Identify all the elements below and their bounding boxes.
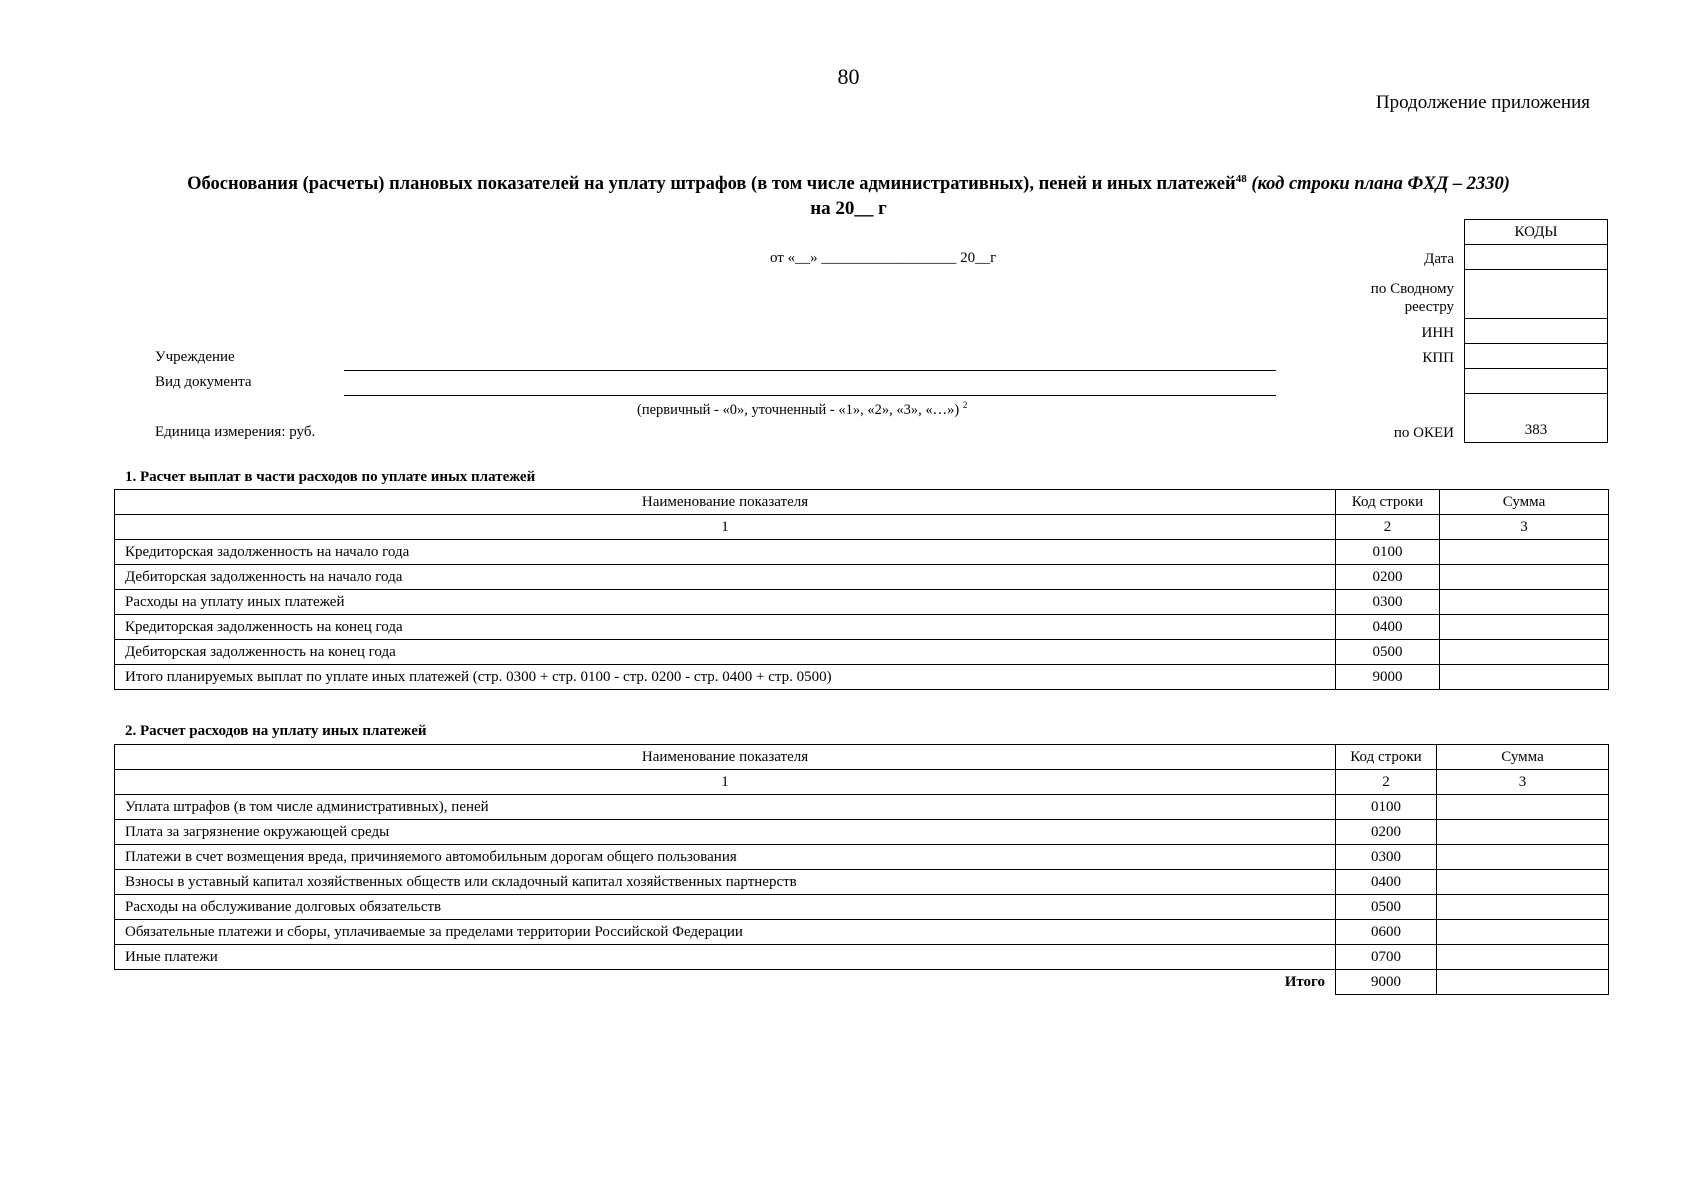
section2-table (114, 744, 1609, 995)
row-name: Плата за загрязнение окружающей среды (115, 820, 1336, 845)
row-code: 0200 (1336, 565, 1440, 590)
row-name: Иные платежи (115, 945, 1336, 970)
column-header-code: Код строки (1336, 745, 1437, 770)
row-code: 0100 (1336, 795, 1437, 820)
table-header-row (115, 490, 1609, 515)
column-number: 2 (1336, 770, 1437, 795)
table-row (115, 565, 1609, 590)
column-number-row (115, 770, 1609, 795)
table-row (115, 795, 1609, 820)
page-number: 80 (837, 64, 860, 89)
registry-code-cell[interactable] (1465, 270, 1608, 319)
table-row (115, 945, 1609, 970)
doc-type-hint-footnote: 2 (962, 400, 968, 410)
column-number: 2 (1336, 515, 1440, 540)
row-sum-cell[interactable] (1440, 540, 1609, 565)
row-code: 0300 (1336, 590, 1440, 615)
table-row (115, 640, 1609, 665)
continuation-label: Продолжение приложения (1375, 92, 1590, 113)
row-name: Дебиторская задолженность на начало года (115, 565, 1336, 590)
doc-type-label: Вид документа (155, 374, 252, 390)
codes-table (1464, 219, 1608, 443)
column-header-code: Код строки (1336, 490, 1440, 515)
row-name: Итого планируемых выплат по уплате иных платежей (стр. 0300 + стр. 0100 - стр. 0200 - стр. 0400 + стр. 0500) (115, 665, 1336, 690)
column-number: 1 (115, 770, 1336, 795)
row-sum-cell[interactable] (1437, 920, 1609, 945)
row-name: Кредиторская задолженность на начало года (115, 540, 1336, 565)
column-number: 3 (1440, 515, 1609, 540)
row-code: 0400 (1336, 615, 1440, 640)
okei-code-cell: 383 (1465, 394, 1608, 443)
total-sum-cell[interactable] (1437, 970, 1609, 995)
table-row (115, 665, 1609, 690)
row-code: 0600 (1336, 920, 1437, 945)
column-header-name: Наименование показателя (115, 490, 1336, 515)
row-code: 0700 (1336, 945, 1437, 970)
row-name: Взносы в уставный капитал хозяйственных обществ или складочный капитал хозяйственных партнерств (115, 870, 1336, 895)
table-row (115, 590, 1609, 615)
total-label: Итого (115, 970, 1336, 995)
doc-type-code-cell[interactable] (1465, 369, 1608, 394)
table-row (115, 845, 1609, 870)
codes-header: КОДЫ (1465, 220, 1608, 245)
unit-label: Единица измерения: руб. (155, 424, 316, 440)
row-name: Расходы на уплату иных платежей (115, 590, 1336, 615)
doc-type-hint (637, 400, 967, 419)
row-name: Платежи в счет возмещения вреда, причиняемого автомобильным дорогам общего пользования (115, 845, 1336, 870)
row-name: Кредиторская задолженность на конец года (115, 615, 1336, 640)
row-name: Уплата штрафов (в том числе административных), пеней (115, 795, 1336, 820)
table-row (115, 920, 1609, 945)
title-main: Обоснования (расчеты) плановых показателей на уплату штрафов (в том числе административных), пеней и иных платежей (187, 174, 1236, 195)
row-code: 0200 (1336, 820, 1437, 845)
date-code-label: Дата (1424, 251, 1454, 267)
row-sum-cell[interactable] (1437, 845, 1609, 870)
title-code-note: (код строки плана ФХД – 2330) (1251, 174, 1510, 195)
row-sum-cell[interactable] (1437, 870, 1609, 895)
section1-title: 1. Расчет выплат в части расходов по уплате иных платежей (125, 469, 536, 485)
column-header-sum: Сумма (1440, 490, 1609, 515)
row-code: 9000 (1336, 665, 1440, 690)
date-code-cell[interactable] (1465, 245, 1608, 270)
okei-code-label: по ОКЕИ (1393, 425, 1454, 441)
inn-code-cell[interactable] (1465, 319, 1608, 344)
kpp-code-label: КПП (1422, 350, 1454, 366)
table-row (115, 540, 1609, 565)
row-sum-cell[interactable] (1440, 565, 1609, 590)
doc-type-field-line[interactable] (344, 395, 1276, 396)
kpp-code-cell[interactable] (1465, 344, 1608, 369)
row-sum-cell[interactable] (1440, 665, 1609, 690)
row-sum-cell[interactable] (1440, 640, 1609, 665)
table-row (115, 820, 1609, 845)
row-code: 0400 (1336, 870, 1437, 895)
table-row (115, 615, 1609, 640)
row-sum-cell[interactable] (1437, 945, 1609, 970)
column-number: 1 (115, 515, 1336, 540)
row-sum-cell[interactable] (1437, 820, 1609, 845)
row-code: 0100 (1336, 540, 1440, 565)
table-row (115, 870, 1609, 895)
row-code: 0300 (1336, 845, 1437, 870)
column-header-sum: Сумма (1437, 745, 1609, 770)
inn-code-label: ИНН (1421, 325, 1454, 341)
row-sum-cell[interactable] (1437, 795, 1609, 820)
document-title (0, 173, 1697, 195)
column-number: 3 (1437, 770, 1609, 795)
row-name: Дебиторская задолженность на конец года (115, 640, 1336, 665)
column-number-row (115, 515, 1609, 540)
section1-table (114, 489, 1609, 690)
doc-type-hint-text: (первичный - «0», уточненный - «1», «2», «3», «…») (637, 401, 960, 418)
row-sum-cell[interactable] (1440, 590, 1609, 615)
registry-code-label (1371, 280, 1454, 316)
row-sum-cell[interactable] (1437, 895, 1609, 920)
row-code: 0500 (1336, 895, 1437, 920)
total-row (115, 970, 1609, 995)
total-code: 9000 (1336, 970, 1437, 995)
registry-label-line2: реестру (1404, 299, 1454, 315)
row-code: 0500 (1336, 640, 1440, 665)
table-row (115, 895, 1609, 920)
row-name: Обязательные платежи и сборы, уплачиваемые за пределами территории Российской Федерации (115, 920, 1336, 945)
institution-label: Учреждение (155, 349, 235, 365)
table-header-row (115, 745, 1609, 770)
title-footnote: 48 (1235, 173, 1247, 185)
institution-field-line[interactable] (344, 370, 1276, 371)
date-line: от «__» __________________ 20__г (770, 250, 997, 266)
column-header-name: Наименование показателя (115, 745, 1336, 770)
section2-title: 2. Расчет расходов на уплату иных платежей (125, 723, 427, 739)
row-sum-cell[interactable] (1440, 615, 1609, 640)
row-name: Расходы на обслуживание долговых обязательств (115, 895, 1336, 920)
registry-label-line1: по Сводному (1370, 281, 1454, 297)
document-year-line: на 20__ г (810, 198, 887, 219)
